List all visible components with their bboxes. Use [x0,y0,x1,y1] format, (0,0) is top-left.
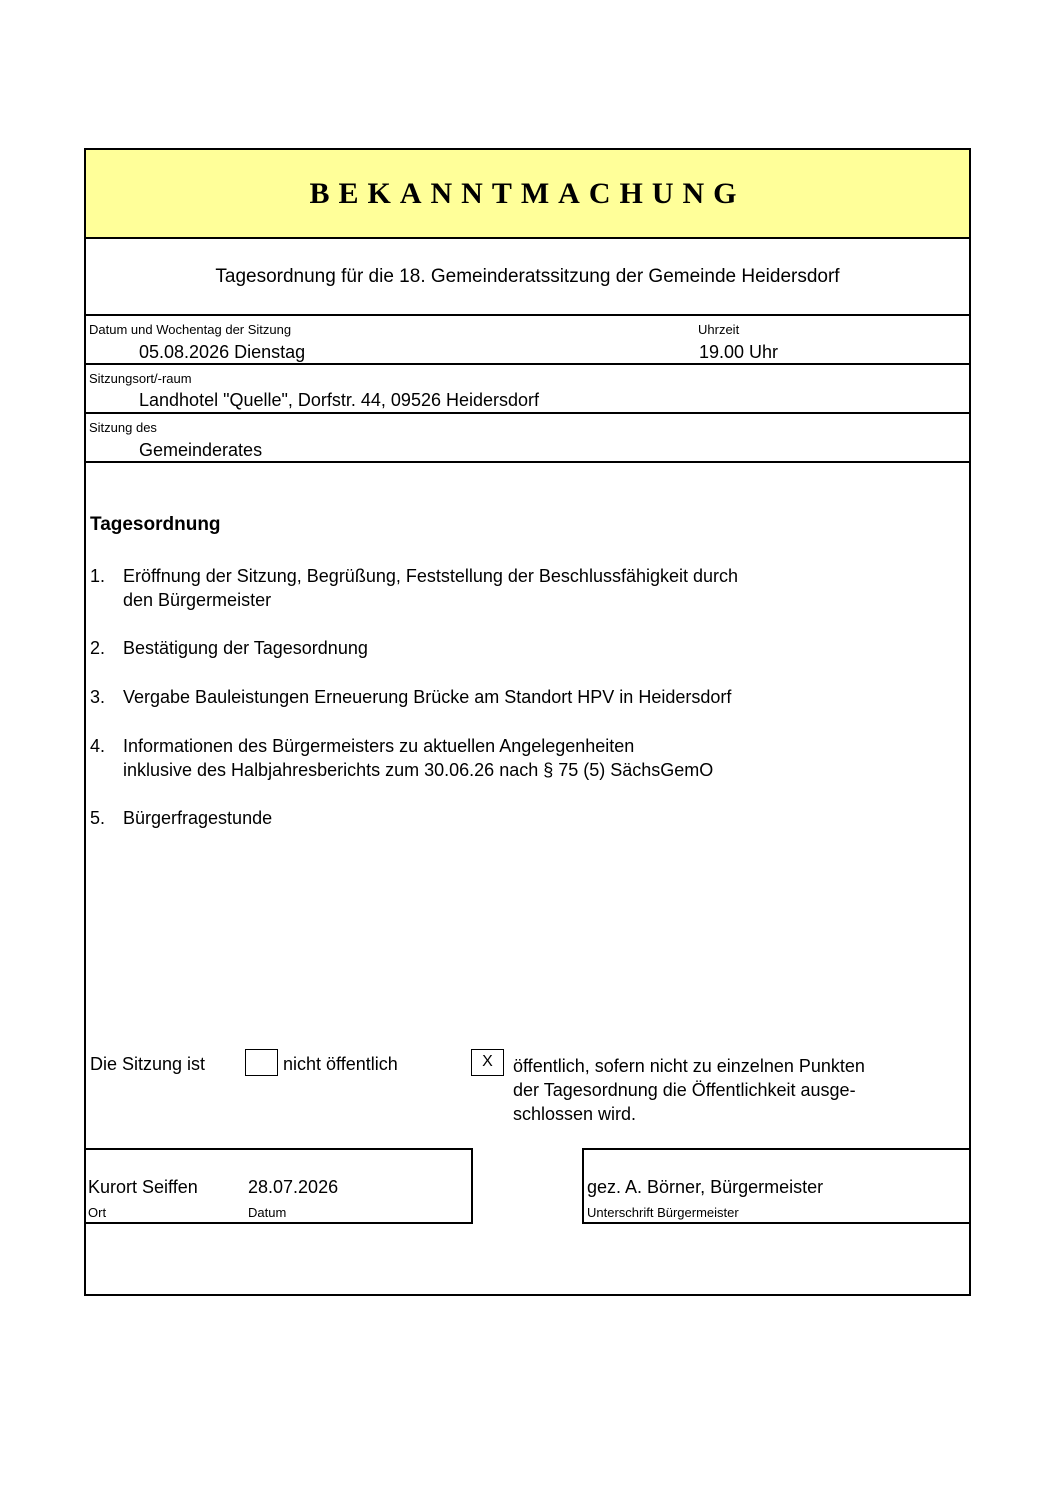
title-band [86,150,969,239]
public-description-line: der Tagesordnung die Öffentlichkeit ausge- [513,1080,856,1100]
divider [86,314,969,316]
agenda-item-number: 4. [90,736,106,756]
date-label: Datum und Wochentag der Sitzung [89,322,292,337]
agenda-item-text: inklusive des Halbjahresberichts zum 30.06.26 nach § 75 (5) SächsGemO [123,760,714,780]
agenda-item [123,806,883,830]
body-label: Sitzung des [89,420,157,435]
nonpublic-checkbox[interactable] [245,1049,278,1076]
signer-value: gez. A. Börner, Bürgermeister [587,1177,824,1197]
public-checkbox[interactable]: X [471,1049,504,1076]
divider [86,461,969,463]
agenda-item-number: 5. [90,808,106,828]
session-type-label: Die Sitzung ist [90,1054,206,1074]
divider [86,363,969,365]
agenda-item [123,636,883,660]
signature-place-value: Kurort Seiffen [88,1177,198,1197]
public-description-line: öffentlich, sofern nicht zu einzelnen Punkten [513,1056,865,1076]
nonpublic-label: nicht öffentlich [283,1054,398,1074]
agenda-item-text: Eröffnung der Sitzung, Begrüßung, Feststellung der Beschlussfähigkeit durch [123,566,739,586]
notice-frame [84,148,971,1296]
agenda-item-text: Bürgerfragestunde [123,808,273,828]
agenda-item [123,564,883,612]
page-title: BEKANNTMACHUNG [309,177,746,210]
agenda-item-text: Vergabe Bauleistungen Erneuerung Brücke am Standort HPV in Heidersdorf [123,687,732,707]
signature-date-value: 28.07.2026 [248,1177,339,1197]
signer-box [582,1148,971,1224]
agenda-heading: Tagesordnung [90,514,221,535]
body-value: Gemeinderates [139,440,263,460]
signature-place-label: Ort [88,1205,107,1220]
date-value: 05.08.2026 Dienstag [139,342,306,362]
place-date-box [84,1148,473,1224]
agenda-subtitle: Tagesordnung für die 18. Gemeinderatssitzung der Gemeinde Heidersdorf [215,266,840,287]
signer-label: Unterschrift Bürgermeister [587,1205,739,1220]
time-value: 19.00 Uhr [699,342,779,362]
agenda-item-number: 1. [90,566,106,586]
place-value: Landhotel "Quelle", Dorfstr. 44, 09526 Heidersdorf [139,390,540,410]
agenda-item-number: 2. [90,638,106,658]
public-description [513,1054,865,1126]
place-label: Sitzungsort/-raum [89,371,192,386]
time-label: Uhrzeit [698,322,740,337]
public-description-line: schlossen wird. [513,1104,637,1124]
agenda-item [123,685,883,709]
agenda-item-text: Informationen des Bürgermeisters zu aktuellen Angelegenheiten [123,736,635,756]
agenda-item-number: 3. [90,687,106,707]
signature-date-label: Datum [248,1205,287,1220]
agenda-item-text: Bestätigung der Tagesordnung [123,638,368,658]
agenda-item [123,734,883,782]
agenda-item-text: den Bürgermeister [123,590,272,610]
divider [86,412,969,414]
